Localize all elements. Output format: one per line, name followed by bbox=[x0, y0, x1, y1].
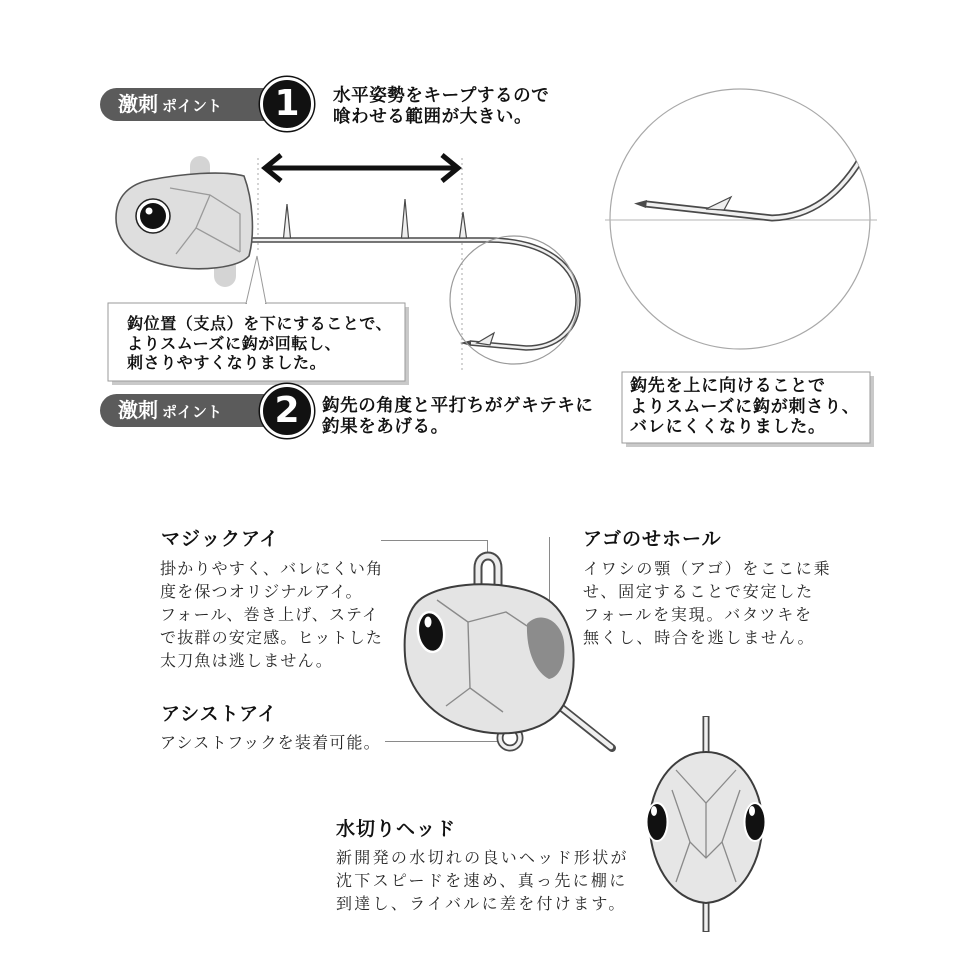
mizukiri-head-title: 水切りヘッド bbox=[336, 818, 457, 840]
badge-sub-label: ポイント bbox=[162, 97, 223, 115]
gekishi-point-1-badge bbox=[100, 88, 280, 121]
ago-hole-line: フォールを実現。バタツキを bbox=[583, 605, 813, 624]
ago-hole-line: イワシの顎（アゴ）をここに乗 bbox=[583, 559, 832, 578]
magic-eye-line: フォール、巻き上げ、ステイ bbox=[160, 605, 380, 624]
shank-spike-3 bbox=[460, 212, 467, 238]
callout-pivot-text bbox=[127, 314, 392, 373]
magic-eye-title: マジックアイ bbox=[161, 528, 280, 550]
eye-highlight bbox=[146, 208, 153, 215]
ago-hole-title: アゴのせホール bbox=[583, 528, 722, 550]
point2-line: 釣果をあげる。 bbox=[322, 417, 449, 437]
ago-hole-line: 無くし、時合を逃しません。 bbox=[583, 628, 816, 647]
front-eye-right bbox=[745, 803, 766, 841]
eye-pupil bbox=[140, 203, 166, 229]
point2-line: 鈎先の角度と平打ちがゲキテキに bbox=[322, 396, 594, 416]
magic-eye-line: 掛かりやすく、バレにくい角 bbox=[160, 559, 384, 578]
magic-eye-line: 太刀魚は逃しません。 bbox=[160, 651, 333, 670]
magic-eye-line: で抜群の安定感。ヒットした bbox=[160, 628, 384, 647]
point1-line: 水平姿勢をキープするので bbox=[333, 86, 550, 106]
point1-line: 喰わせる範囲が大きい。 bbox=[333, 107, 533, 127]
detail-hook-barb bbox=[706, 197, 731, 210]
magic-eye-description bbox=[160, 557, 383, 672]
shank-spike-1 bbox=[284, 204, 291, 238]
mizukiri-head-line: 沈下スピードを速め、真っ先に棚に bbox=[336, 871, 628, 890]
assist-eye-line: アシストフックを装着可能。 bbox=[160, 733, 381, 752]
jig-head-front-view bbox=[647, 716, 766, 932]
callout-hook-point-line: バレにくくなりました。 bbox=[630, 417, 826, 437]
point1-description bbox=[333, 86, 549, 128]
callout-hook-point-line: よりスムーズに鈎が刺さり、 bbox=[630, 396, 860, 417]
detail-hook-inner bbox=[646, 150, 866, 218]
badge-sub-label: ポイント bbox=[162, 403, 223, 421]
assist-eye-title: アシストアイ bbox=[161, 703, 278, 725]
mizukiri-head-description bbox=[336, 846, 629, 915]
callout-pivot-line: 刺さりやすくなりました。 bbox=[127, 353, 327, 372]
ago-hole-line: せ、固定することで安定した bbox=[583, 582, 814, 601]
assist-eye-description bbox=[160, 731, 381, 754]
jig-head-side-view bbox=[405, 556, 612, 748]
callout-pointer bbox=[246, 256, 266, 304]
callout-pivot-line: 鈎位置（支点）を下にすることで、 bbox=[127, 314, 393, 333]
point-number-1: 1 bbox=[260, 77, 314, 131]
point-number-2: 2 bbox=[260, 384, 314, 438]
badge-main-label: 激刺 bbox=[118, 92, 158, 116]
leader-magic-eye bbox=[381, 541, 488, 557]
hook-point-detail bbox=[605, 89, 877, 349]
point2-description bbox=[322, 396, 594, 438]
shank-spike-2 bbox=[402, 199, 409, 238]
detail-hook-tip bbox=[634, 200, 647, 208]
detail-circle bbox=[610, 89, 870, 349]
front-eye-right-highlight bbox=[749, 806, 755, 816]
mizukiri-head-line: 到達し、ライバルに差を付けます。 bbox=[336, 894, 627, 913]
gekishi-point-2-badge bbox=[100, 394, 280, 427]
ago-hole-description bbox=[583, 557, 831, 649]
callout-hook-point-line: 鈎先を上に向けることで bbox=[630, 376, 826, 396]
front-eye-left-highlight bbox=[651, 806, 657, 816]
magic-eye-line: 度を保つオリジナルアイ。 bbox=[160, 582, 363, 601]
badge-main-label: 激刺 bbox=[118, 398, 158, 422]
mizukiri-head-line: 新開発の水切れの良いヘッド形状が bbox=[336, 848, 629, 867]
callout-hook-point-text bbox=[630, 376, 860, 438]
front-eye-left bbox=[647, 803, 668, 841]
side-eye-highlight bbox=[425, 617, 432, 628]
callout-pivot-line: よりスムーズに鈎が回転し、 bbox=[127, 333, 342, 353]
